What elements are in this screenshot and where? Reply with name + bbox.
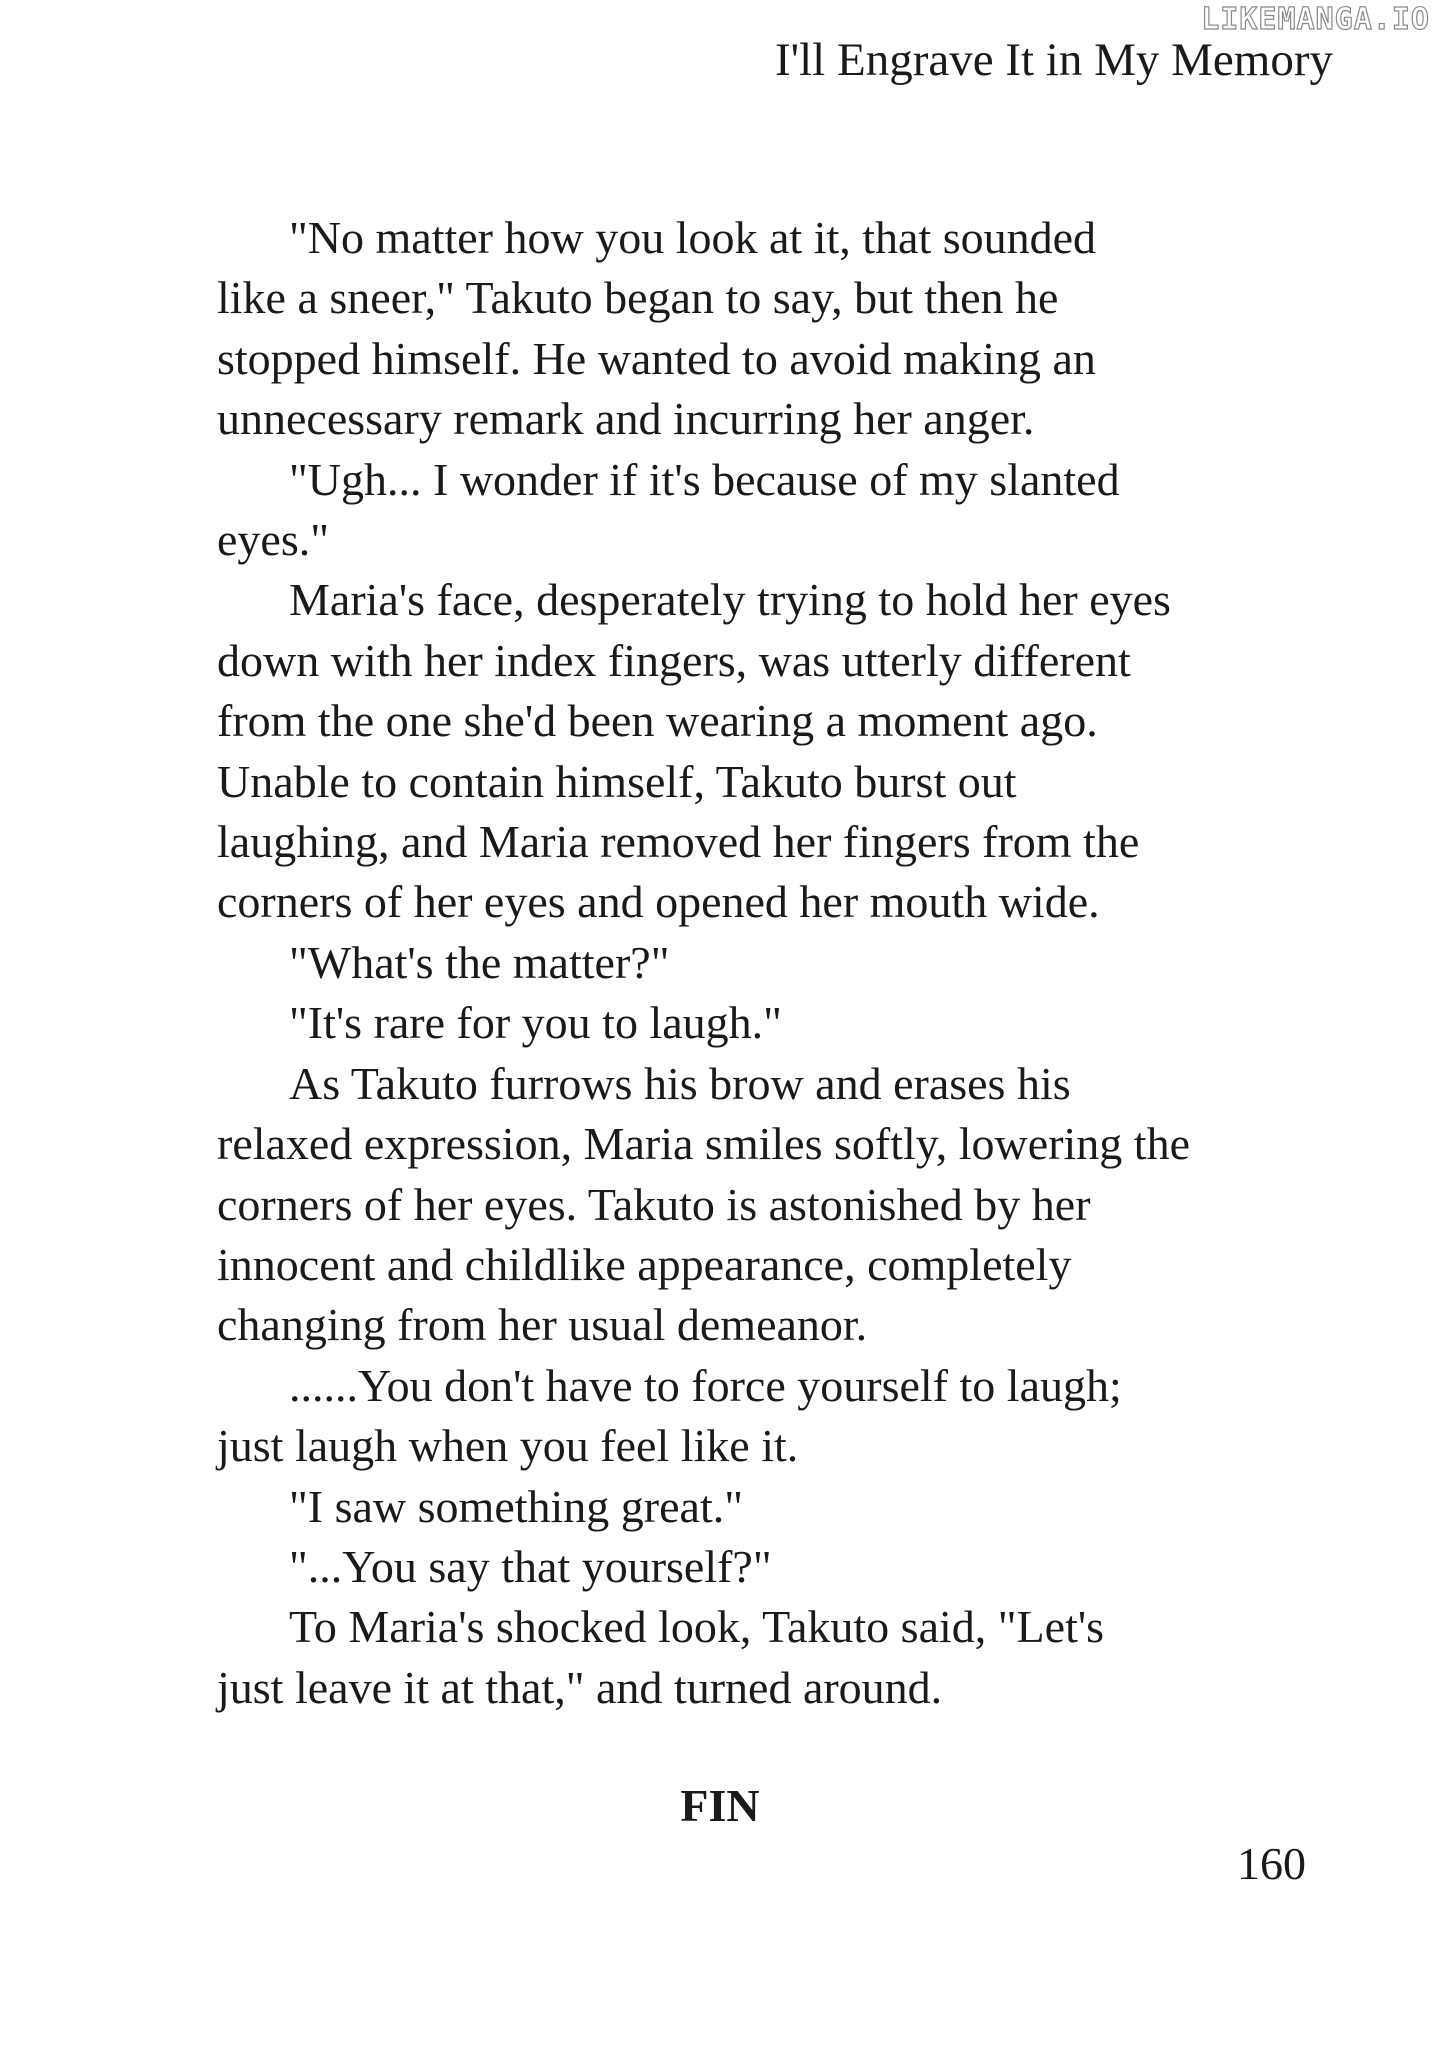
text-line: "No matter how you look at it, that sounded <box>289 212 1097 263</box>
running-header: I'll Engrave It in My Memory <box>775 34 1333 86</box>
text-line: corners of her eyes. Takuto is astonished by her <box>217 1178 1091 1230</box>
text-line: To Maria's shocked look, Takuto said, "Let's <box>289 1601 1105 1653</box>
text-line: eyes." <box>217 514 330 566</box>
text-line: relaxed expression, Maria smiles softly, lowering the <box>217 1118 1190 1170</box>
text-line: "What's the matter?" <box>289 936 670 988</box>
text-line: Maria's face, desperately trying to hold her eyes <box>289 574 1171 626</box>
page-number: 160 <box>1237 1838 1306 1889</box>
text-line: "I saw something great." <box>289 1480 744 1532</box>
text-line: As Takuto furrows his brow and erases his <box>289 1057 1071 1109</box>
text-line: innocent and childlike appearance, completely <box>217 1238 1072 1290</box>
fin-marker: FIN <box>680 1780 760 1831</box>
text-line: "Ugh... I wonder if it's because of my slanted <box>289 453 1120 505</box>
watermark-logo: LIKEMANGA.IO <box>1201 2 1430 37</box>
text-line: unnecessary remark and incurring her anger. <box>217 393 1035 445</box>
text-line: "It's rare for you to laugh." <box>289 997 782 1049</box>
text-line: "...You say that yourself?" <box>289 1540 772 1592</box>
text-line: ......You don't have to force yourself to laugh; <box>289 1359 1122 1411</box>
text-line: Unable to contain himself, Takuto burst out <box>217 755 1017 807</box>
text-line: just leave it at that," and turned around. <box>217 1661 943 1713</box>
text-line: corners of her eyes and opened her mouth wide. <box>217 876 1100 928</box>
text-line: from the one she'd been wearing a moment ago. <box>217 695 1098 747</box>
body-text <box>217 208 1257 1718</box>
text-line: like a sneer," Takuto began to say, but then he <box>217 272 1059 324</box>
text-line: down with her index fingers, was utterly different <box>217 634 1131 686</box>
text-line: just laugh when you feel like it. <box>217 1420 799 1472</box>
text-line: changing from her usual demeanor. <box>217 1299 868 1351</box>
text-line: laughing, and Maria removed her fingers from the <box>217 816 1140 868</box>
text-line: stopped himself. He wanted to avoid making an <box>217 332 1096 384</box>
